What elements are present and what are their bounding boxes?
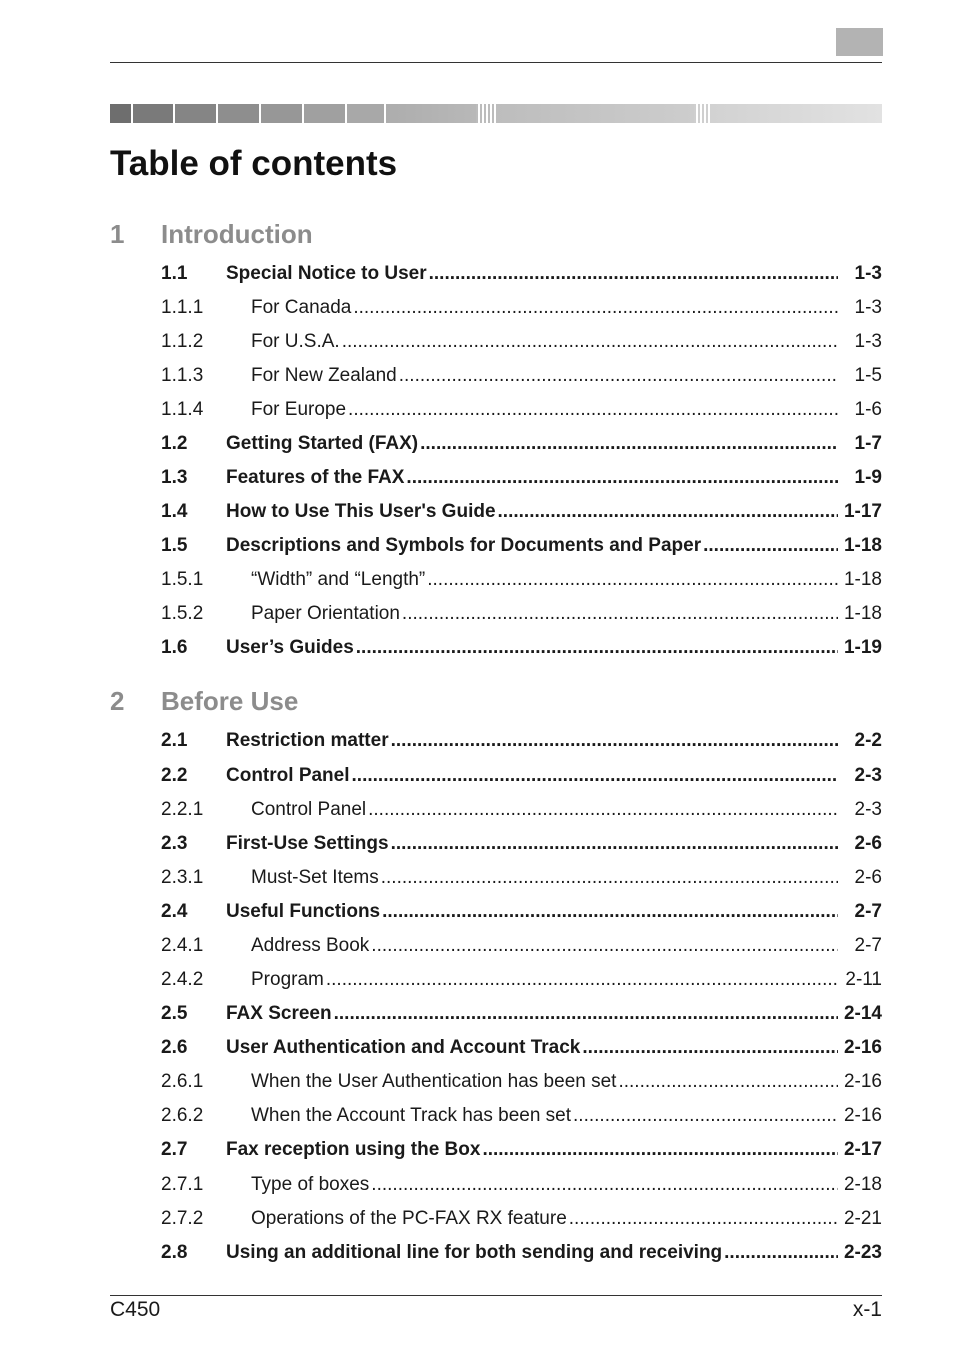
- toc-row[interactable]: [0, 729, 954, 753]
- toc-entry: [251, 1104, 838, 1128]
- toc-entry-title: How to Use This User's Guide: [226, 501, 496, 522]
- toc-row[interactable]: [0, 296, 954, 320]
- toc-entry: [251, 934, 838, 958]
- toc-entry: [251, 1207, 838, 1231]
- toc-row[interactable]: [0, 1002, 954, 1026]
- toc-entry: [251, 364, 838, 388]
- chapter-tab-marker: [836, 28, 883, 56]
- toc-section-number: 2.2: [161, 765, 188, 786]
- toc-row[interactable]: [0, 432, 954, 456]
- toc-row[interactable]: [0, 534, 954, 558]
- toc-section-number: 1.5: [161, 535, 188, 556]
- dot-leader: [418, 432, 838, 456]
- toc-row[interactable]: [0, 866, 954, 890]
- toc-page-number: 2-7: [854, 901, 882, 922]
- dot-leader: [346, 398, 838, 422]
- toc-entry-title: User Authentication and Account Track: [226, 1037, 581, 1058]
- toc-entry-title: Useful Functions: [226, 901, 381, 922]
- dot-leader: [389, 729, 838, 753]
- toc-row[interactable]: [0, 798, 954, 822]
- toc-entry-title: When the User Authentication has been set: [251, 1071, 617, 1092]
- toc-section-number: 2.1: [161, 730, 188, 751]
- toc-entry-title: Special Notice to User: [226, 263, 427, 284]
- toc-entry-title: Control Panel: [226, 765, 350, 786]
- chapter-title: Before Use: [161, 686, 299, 716]
- decorative-gradient-band: [110, 104, 882, 123]
- toc-page-number: 1-18: [843, 535, 882, 556]
- toc-entry: [251, 330, 838, 354]
- toc-section-number: 1.4: [161, 501, 188, 522]
- toc-page-number: 2-3: [854, 799, 882, 820]
- toc-page-number: 2-6: [854, 833, 882, 854]
- toc-page-number: 1-5: [854, 365, 882, 386]
- toc-section-number: 2.7.1: [161, 1174, 204, 1195]
- toc-entry: [226, 466, 838, 490]
- toc-entry: [251, 568, 838, 592]
- toc-page-number: 2-16: [843, 1037, 882, 1058]
- toc-section-number: 2.4.2: [161, 969, 204, 990]
- toc-section-number: 1.1: [161, 263, 188, 284]
- toc-row[interactable]: [0, 364, 954, 388]
- dot-leader: [369, 1173, 838, 1197]
- toc-page-number: 2-2: [854, 730, 882, 751]
- dot-leader: [567, 1207, 838, 1231]
- dot-leader: [350, 764, 838, 788]
- toc-section-number: 1.1.1: [161, 297, 204, 318]
- toc-entry-title: Address Book: [251, 935, 370, 956]
- toc-row[interactable]: [0, 832, 954, 856]
- toc-entry: [226, 729, 838, 753]
- toc-entry-title: Features of the FAX: [226, 467, 405, 488]
- toc-row[interactable]: [0, 968, 954, 992]
- page-title: Table of contents: [110, 144, 398, 183]
- dot-leader: [389, 832, 838, 856]
- dot-leader: [404, 466, 838, 490]
- dot-leader: [340, 330, 838, 354]
- dot-leader: [580, 1036, 838, 1060]
- toc-row[interactable]: [0, 500, 954, 524]
- toc-row[interactable]: [0, 466, 954, 490]
- toc-page-number: 2-17: [843, 1139, 882, 1160]
- toc-section-number: 2.4.1: [161, 935, 204, 956]
- footer-page-number: x-1: [852, 1298, 882, 1321]
- toc-entry: [251, 1070, 838, 1094]
- dot-leader: [427, 262, 838, 286]
- toc-row[interactable]: [0, 764, 954, 788]
- toc-section-number: 2.4: [161, 901, 188, 922]
- dot-leader: [400, 602, 838, 626]
- toc-section-number: 2.7.2: [161, 1208, 204, 1229]
- toc-entry-title: Descriptions and Symbols for Documents and Paper: [226, 535, 702, 556]
- toc-entry-title: For U.S.A.: [251, 331, 340, 352]
- toc-page-number: 1-18: [843, 603, 882, 624]
- toc-entry: [226, 432, 838, 456]
- toc-page-number: 2-16: [843, 1071, 882, 1092]
- toc-row[interactable]: [0, 636, 954, 660]
- dot-leader: [366, 798, 838, 822]
- toc-entry-title: User’s Guides: [226, 637, 354, 658]
- toc-entry: [226, 1036, 838, 1060]
- toc-section-number: 2.5: [161, 1003, 188, 1024]
- toc-entry: [251, 866, 838, 890]
- toc-entry: [251, 296, 838, 320]
- toc-row[interactable]: [0, 398, 954, 422]
- toc-entry-title: Fax reception using the Box: [226, 1139, 481, 1160]
- toc-entry: [251, 798, 838, 822]
- toc-entry-title: FAX Screen: [226, 1003, 332, 1024]
- toc-row[interactable]: [0, 934, 954, 958]
- toc-page-number: 1-3: [854, 263, 882, 284]
- dot-leader: [701, 534, 838, 558]
- toc-row[interactable]: [0, 330, 954, 354]
- toc-row[interactable]: [0, 1036, 954, 1060]
- toc-page-number: 1-6: [854, 399, 882, 420]
- toc-section-number: 1.5.2: [161, 603, 204, 624]
- toc-entry-title: For Canada: [251, 297, 352, 318]
- footer-model-name: C450: [110, 1298, 161, 1321]
- toc-entry: [226, 500, 838, 524]
- toc-section-number: 1.6: [161, 637, 188, 658]
- toc-entry: [226, 534, 838, 558]
- toc-section-number: 1.1.4: [161, 399, 204, 420]
- toc-page-number: 2-23: [843, 1242, 882, 1263]
- toc-entry-title: “Width” and “Length”: [251, 569, 426, 590]
- toc-entry-title: Using an additional line for both sending and receiving: [226, 1242, 723, 1263]
- toc-section-number: 2.3.1: [161, 867, 204, 888]
- dot-leader: [397, 364, 838, 388]
- toc-entry-title: Must-Set Items: [251, 867, 379, 888]
- toc-row[interactable]: [0, 1070, 954, 1094]
- toc-page-number: 1-18: [843, 569, 882, 590]
- toc-section-number: 1.3: [161, 467, 188, 488]
- toc-entry: [226, 262, 838, 286]
- toc-section-number: 1.1.2: [161, 331, 204, 352]
- dot-leader: [354, 636, 838, 660]
- dot-leader: [332, 1002, 838, 1026]
- toc-entry-title: Program: [251, 969, 324, 990]
- toc-entry-title: For Europe: [251, 399, 347, 420]
- toc-entry-title: For New Zealand: [251, 365, 397, 386]
- toc-row[interactable]: [0, 1207, 954, 1231]
- toc-entry: [251, 1173, 838, 1197]
- toc-page-number: 1-3: [854, 297, 882, 318]
- chapter-number: 1: [110, 219, 125, 249]
- dot-leader: [380, 900, 838, 924]
- toc-section-number: 2.8: [161, 1242, 188, 1263]
- toc-section-number: 2.7: [161, 1139, 188, 1160]
- toc-entry-title: Operations of the PC-FAX RX feature: [251, 1208, 567, 1229]
- toc-entry: [251, 398, 838, 422]
- toc-page-number: 1-17: [843, 501, 882, 522]
- dot-leader: [369, 934, 838, 958]
- toc-entry-title: When the Account Track has been set: [251, 1105, 572, 1126]
- dot-leader: [571, 1104, 838, 1128]
- toc-section-number: 1.2: [161, 433, 188, 454]
- toc-entry: [251, 602, 838, 626]
- toc-entry-title: Control Panel: [251, 799, 367, 820]
- toc-entry: [226, 1002, 838, 1026]
- dot-leader: [480, 1138, 838, 1162]
- toc-entry: [226, 764, 838, 788]
- toc-section-number: 2.6.1: [161, 1071, 204, 1092]
- chapter-title: Introduction: [161, 219, 313, 249]
- toc-page-number: 2-16: [843, 1105, 882, 1126]
- toc-entry: [226, 832, 838, 856]
- toc-section-number: 2.2.1: [161, 799, 204, 820]
- toc-entry-title: First-Use Settings: [226, 833, 389, 854]
- footer-rule: [110, 1295, 882, 1296]
- header-rule: [110, 62, 882, 63]
- toc-page-number: 2-3: [854, 765, 882, 786]
- dot-leader: [379, 866, 838, 890]
- toc-page-number: 2-7: [854, 935, 882, 956]
- toc-row[interactable]: [0, 262, 954, 286]
- dot-leader: [722, 1241, 838, 1265]
- toc-entry: [251, 968, 838, 992]
- toc-section-number: 1.1.3: [161, 365, 204, 386]
- toc-section-number: 1.5.1: [161, 569, 204, 590]
- toc-row[interactable]: [0, 900, 954, 924]
- toc-page-number: 2-14: [843, 1003, 882, 1024]
- toc-row[interactable]: [0, 1104, 954, 1128]
- toc-page-number: 1-3: [854, 331, 882, 352]
- toc-page-number: 2-11: [845, 969, 882, 990]
- toc-entry-title: Paper Orientation: [251, 603, 400, 624]
- toc-entry: [226, 900, 838, 924]
- toc-page-number: 1-7: [854, 433, 882, 454]
- toc-page-number: 1-19: [843, 637, 882, 658]
- toc-entry: [226, 1241, 838, 1265]
- dot-leader: [351, 296, 838, 320]
- toc-entry-title: Getting Started (FAX): [226, 433, 419, 454]
- dot-leader: [616, 1070, 838, 1094]
- dot-leader: [496, 500, 838, 524]
- toc-entry-title: Type of boxes: [251, 1174, 370, 1195]
- toc-entry: [226, 1138, 838, 1162]
- toc-row[interactable]: [0, 1241, 954, 1265]
- toc-page-number: 2-18: [843, 1174, 882, 1195]
- toc-section-number: 2.6: [161, 1037, 188, 1058]
- toc-entry-title: Restriction matter: [226, 730, 389, 751]
- dot-leader: [324, 968, 838, 992]
- toc-row[interactable]: [0, 1138, 954, 1162]
- toc-page-number: 1-9: [854, 467, 882, 488]
- toc-entry: [226, 636, 838, 660]
- toc-row[interactable]: [0, 602, 954, 626]
- toc-row[interactable]: [0, 568, 954, 592]
- toc-section-number: 2.6.2: [161, 1105, 204, 1126]
- toc-section-number: 2.3: [161, 833, 188, 854]
- dot-leader: [425, 568, 838, 592]
- toc-row[interactable]: [0, 1173, 954, 1197]
- toc-page-number: 2-6: [854, 867, 882, 888]
- chapter-number: 2: [110, 686, 125, 716]
- toc-page-number: 2-21: [843, 1208, 882, 1229]
